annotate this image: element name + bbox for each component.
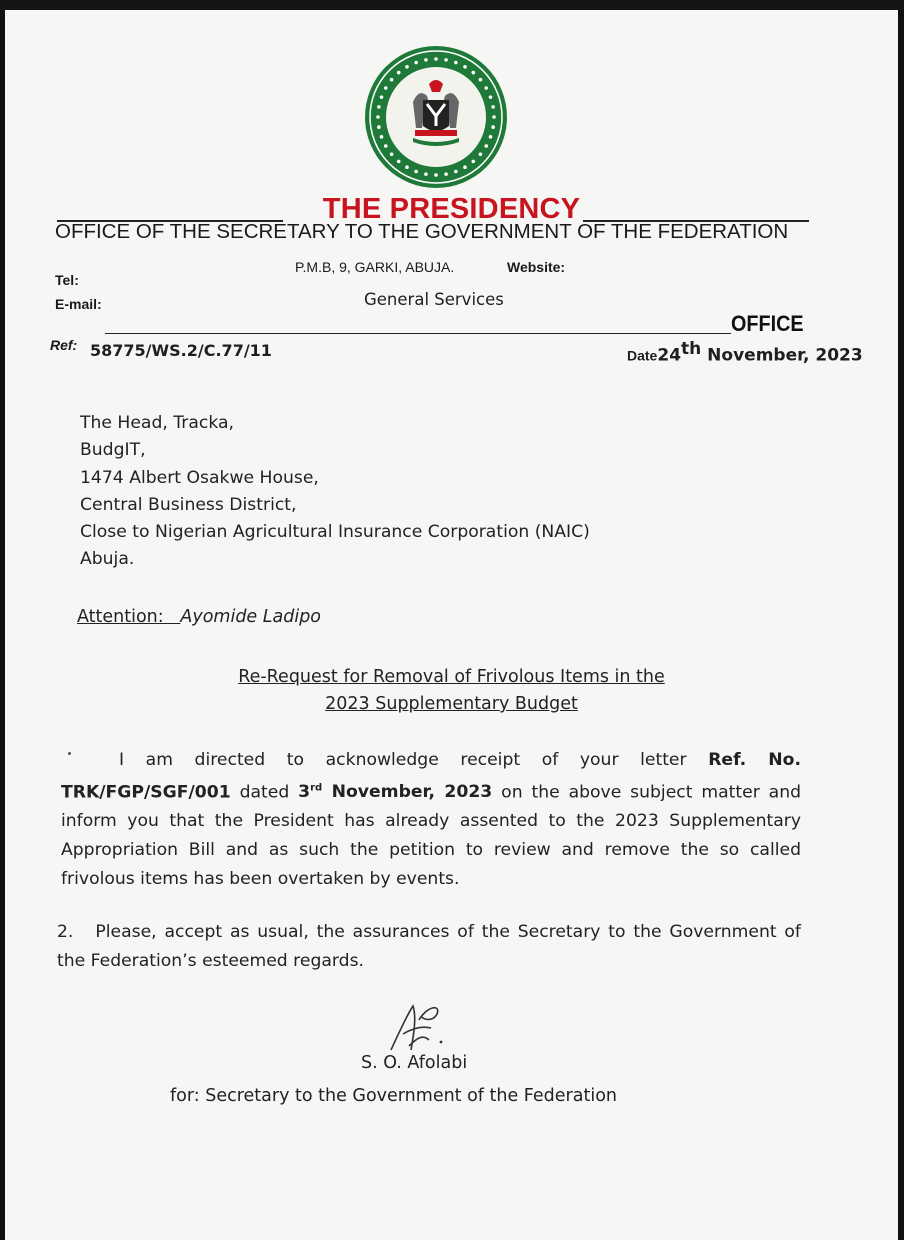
postal-address: P.M.B, 9, GARKI, ABUJA. [295, 259, 455, 275]
seal-star [397, 71, 401, 75]
attention-label: Attention: [77, 607, 164, 627]
subject-line-1: Re-Request for Removal of Frivolous Items in the [238, 667, 665, 687]
seal-star [384, 144, 388, 148]
date-label: Date [627, 347, 658, 364]
seal-star [471, 160, 475, 164]
signatory-name: S. O. Afolabi [361, 1053, 468, 1073]
seal-star [484, 144, 488, 148]
date-month-year: November, 2023 [701, 345, 863, 366]
seal-star [491, 125, 495, 129]
seal-star [380, 95, 384, 99]
seal-star [471, 71, 475, 75]
attention-name: Ayomide Ladipo [180, 607, 322, 627]
seal-star [444, 172, 448, 176]
seal-star [405, 165, 409, 169]
seal-star [380, 135, 384, 139]
date-day: 24 [657, 345, 682, 366]
office-rule [105, 333, 731, 334]
seal-star [377, 125, 381, 129]
address-line: BudgIT, [80, 440, 146, 461]
body-paragraph-2 [57, 918, 801, 975]
seal-star [454, 170, 458, 174]
p1-day-suffix: rd [310, 782, 323, 794]
seal-star [414, 61, 418, 65]
p1-day: 3 [298, 782, 311, 803]
p1-text-b: dated [230, 782, 299, 803]
subject-line-2: 2023 Supplementary Budget [325, 694, 578, 714]
address-line: The Head, Tracka, [80, 413, 234, 433]
coat-of-arms-seal [363, 44, 509, 190]
seal-star [489, 95, 493, 99]
recipient-address [80, 410, 590, 574]
seal-star [390, 152, 394, 156]
office-word: OFFICE [731, 311, 804, 336]
p2-text: Please, accept as usual, the assurances of the Secretary to the Government of the Federation’s esteemed regards. [57, 922, 801, 971]
seal-star [434, 173, 438, 177]
seal-star [479, 78, 483, 82]
email-label: E-mail: [55, 296, 102, 312]
department-name: General Services [364, 290, 504, 309]
seal-star [484, 86, 488, 90]
seal-star [492, 115, 496, 119]
seal-star [424, 58, 428, 62]
p2-number: 2. [57, 922, 74, 942]
seal-star [444, 58, 448, 62]
address-line: Central Business District, [80, 494, 297, 515]
date-suffix: th [681, 339, 702, 359]
ref-label: Ref: [50, 337, 78, 353]
seal-star [384, 86, 388, 90]
seal-star [463, 65, 467, 69]
handwritten-signature [383, 998, 453, 1058]
signatory-on-behalf-of: for: Secretary to the Government of the Federation [170, 1086, 618, 1106]
letter-date [627, 339, 863, 365]
seal-star [434, 57, 438, 61]
seal-star [479, 152, 483, 156]
address-line: Abuja. [80, 549, 135, 570]
p1-ref: Ref. No. TRK/FGP/SGF/001 [61, 750, 801, 803]
letterhead-title: THE PRESIDENCY [322, 193, 581, 225]
seal-star [463, 165, 467, 169]
website-label: Website: [507, 259, 566, 275]
ref-number: 58775/WS.2/C.77/11 [90, 341, 272, 360]
attention-line [77, 607, 321, 627]
p1-date: November, 2023 [322, 782, 493, 803]
seal-star [376, 115, 380, 119]
tel-label: Tel: [55, 272, 79, 288]
seal-star [454, 61, 458, 65]
seal-star [424, 172, 428, 176]
attention-spacer [164, 607, 181, 627]
seal-star [489, 135, 493, 139]
p1-text-c: on the above subject matter and inform you that the President has already assented to the 2023 Supplementary Appropriation Bill and as such the petition to review and remove the so called frivolous items has been overtaken by events. [61, 782, 801, 889]
body-paragraph-1 [61, 746, 801, 893]
seal-star [377, 105, 381, 109]
seal-star [414, 170, 418, 174]
address-line: Close to Nigerian Agricultural Insurance Corporation (NAIC) [80, 522, 590, 543]
seal-star [397, 160, 401, 164]
seal-star [405, 65, 409, 69]
office-name: OFFICE OF THE SECRETARY TO THE GOVERNMENT OF THE FEDERATION [55, 220, 789, 243]
seal-star [390, 78, 394, 82]
subject-heading [5, 664, 898, 718]
seal-star [491, 105, 495, 109]
p1-text-a: I am directed to acknowledge receipt of your letter [119, 750, 709, 770]
letter-page [5, 10, 898, 1240]
top-dark-border [0, 0, 904, 10]
address-line: 1474 Albert Osakwe House, [80, 467, 319, 488]
